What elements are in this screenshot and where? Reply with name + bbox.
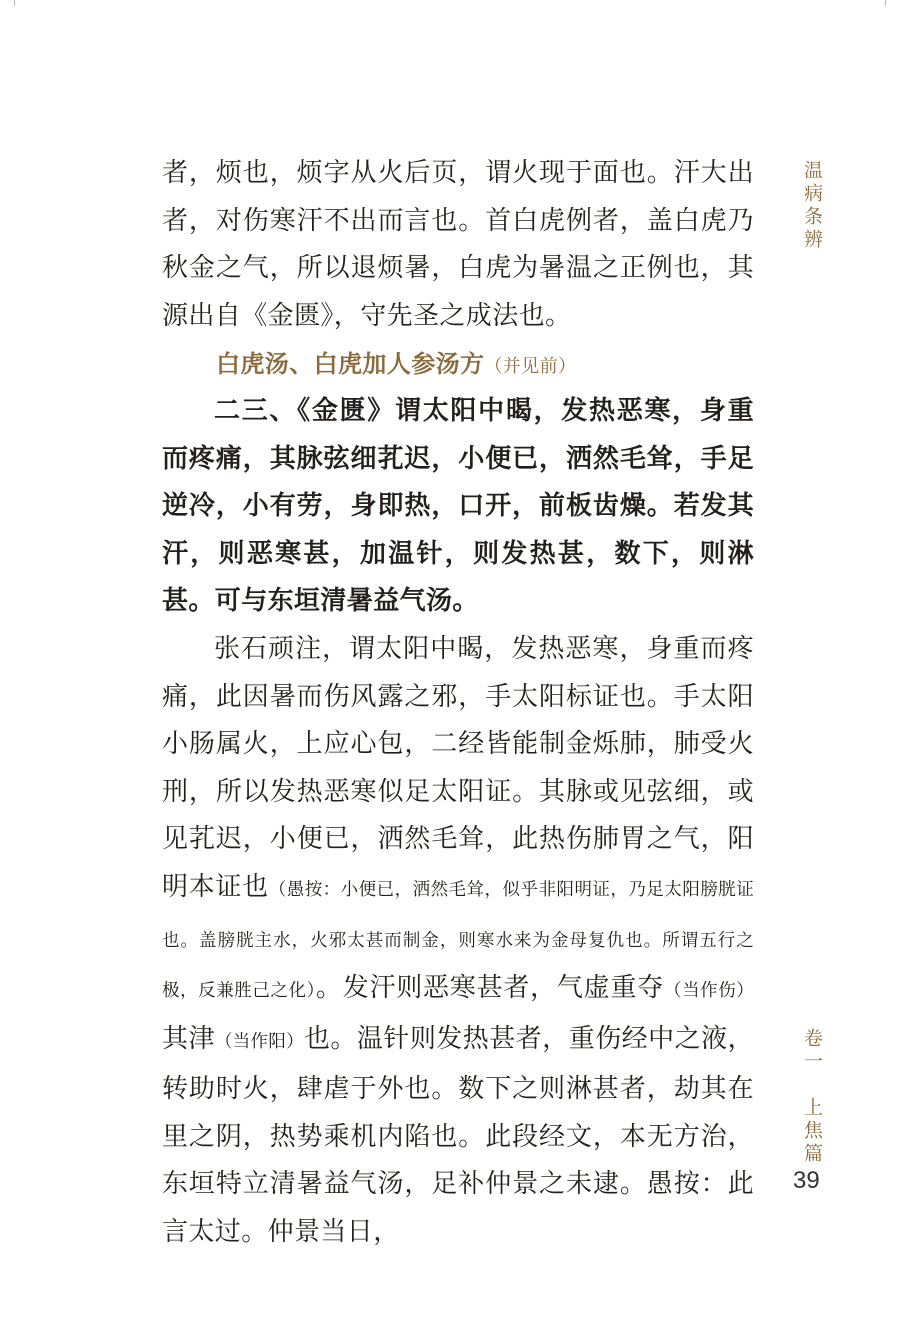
commentary-note-2: （当作伤） <box>664 981 754 1002</box>
formula-heading-title: 白虎汤、白虎加人参汤方 <box>216 349 485 379</box>
article-23: 二三、《金匮》谓太阳中暍，发热恶寒，身重而疼痛，其脉弦细芤迟，小便已，洒然毛耸，手足逆冷，小有劳，身即热，口开，前板齿燥。若发其汗，则恶寒甚，加温针，则发热甚，数下，则淋甚。可与东垣清暑益气汤。 <box>162 395 754 617</box>
commentary-text-3: 其津 <box>162 1023 215 1054</box>
commentary-paragraph <box>162 626 754 1257</box>
commentary-text-2: 。发汗则恶寒甚者，气虚重夺 <box>315 973 664 1004</box>
commentary-text-4: 也。温针则发热甚者，重伤经中之液，转助时火，肆虐于外也。数下之则淋甚者，劫其在里之阴，热势乘机内陷也。此段经文，本无方治，东垣特立清暑益气汤，足补仲景之未逮。愚按：此言太过。仲景当日， <box>162 1023 754 1248</box>
commentary-note-1: （愚按：小便已，洒然毛耸，似乎非阳明证，乃足太阳膀胱证也。盖膀胱主水，火邪太甚而制金，则寒水来为金母复仇也。所谓五行之极，反兼胜己之化） <box>162 879 754 1002</box>
commentary-text-1: 张石顽注，谓太阳中暍，发热恶寒，身重而疼痛，此因暑而伤风露之邪，手太阳标证也。手太阳小肠属火，上应心包，二经皆能制金烁肺，肺受火刑，所以发热恶寒似足太阳证。其脉或见弦细，或见芤迟，小便已，洒然毛耸，此热伤肺胃之气，阳明本证也 <box>162 633 754 902</box>
paragraph-continued: 者，烦也，烦字从火后页，谓火现于面也。汗大出者，对伤寒汗不出而言也。首白虎例者，盖白虎乃秋金之气，所以退烦暑，白虎为暑温之正例也，其源出自《金匮》，守先圣之成法也。 <box>162 158 754 331</box>
book-title-margin: 温病条辨 <box>801 160 823 252</box>
formula-heading-note: （并见前） <box>484 356 577 378</box>
commentary-note-3: （当作阳） <box>214 1031 304 1052</box>
page-body <box>162 150 754 1257</box>
crop-mark-right <box>885 0 886 6</box>
formula-heading <box>162 340 754 388</box>
crop-mark-left <box>14 0 15 6</box>
page-number: 39 <box>793 1167 820 1194</box>
chapter-title-margin: 卷一 上焦篇 <box>801 1028 823 1166</box>
